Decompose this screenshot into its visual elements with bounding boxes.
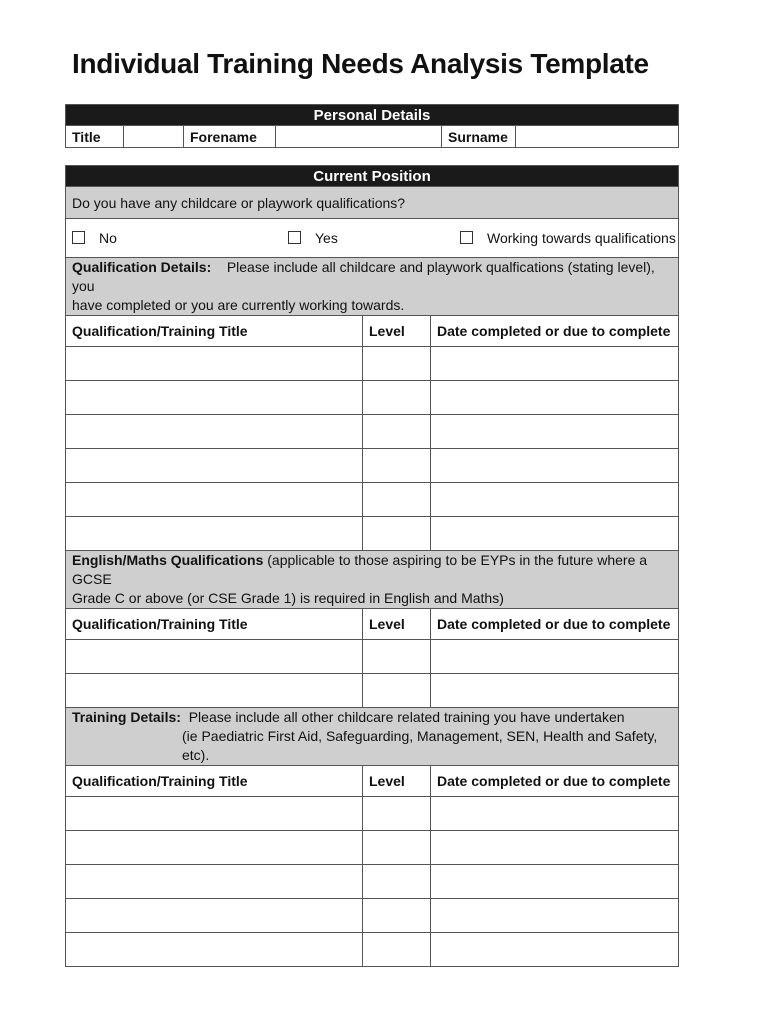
level-cell[interactable] xyxy=(363,517,431,551)
table-row xyxy=(66,483,679,517)
training-details-note xyxy=(66,708,679,766)
title-cell[interactable] xyxy=(66,640,363,674)
forename-field[interactable] xyxy=(276,126,442,148)
level-cell[interactable] xyxy=(363,831,431,865)
current-position-heading: Current Position xyxy=(66,166,679,187)
title-cell[interactable] xyxy=(66,797,363,831)
title-cell[interactable] xyxy=(66,381,363,415)
level-cell[interactable] xyxy=(363,483,431,517)
qualifications-question: Do you have any childcare or playwork qualifications? xyxy=(66,187,679,219)
level-cell[interactable] xyxy=(363,933,431,967)
date-cell[interactable] xyxy=(431,347,679,381)
date-cell[interactable] xyxy=(431,865,679,899)
qualification-details-text-1: Please include all childcare and playwork qualfications (stating level), you xyxy=(72,259,655,294)
table-row xyxy=(66,797,679,831)
qualification-details-text-2: have completed or you are currently working towards. xyxy=(72,297,405,313)
personal-details-table xyxy=(65,104,679,148)
date-cell[interactable] xyxy=(431,483,679,517)
surname-label: Surname xyxy=(442,126,516,148)
title-field[interactable] xyxy=(124,126,184,148)
level-cell[interactable] xyxy=(363,640,431,674)
date-cell[interactable] xyxy=(431,797,679,831)
col-title-header: Qualification/Training Title xyxy=(66,609,363,640)
document-title: Individual Training Needs Analysis Template xyxy=(72,48,649,79)
checkbox-yes[interactable] xyxy=(288,231,301,244)
date-cell[interactable] xyxy=(431,831,679,865)
date-cell[interactable] xyxy=(431,899,679,933)
title-cell[interactable] xyxy=(66,831,363,865)
col-title-header: Qualification/Training Title xyxy=(66,316,363,347)
table-row xyxy=(66,674,679,708)
date-cell[interactable] xyxy=(431,415,679,449)
level-cell[interactable] xyxy=(363,899,431,933)
personal-details-heading: Personal Details xyxy=(66,105,679,126)
english-maths-note xyxy=(66,551,679,609)
current-position-table xyxy=(65,165,679,967)
table-row xyxy=(66,415,679,449)
table-row xyxy=(66,640,679,674)
option-working-towards-label: Working towards qualifications xyxy=(487,230,676,246)
date-cell[interactable] xyxy=(431,933,679,967)
surname-field[interactable] xyxy=(516,126,679,148)
col-date-header: Date completed or due to complete xyxy=(431,766,679,797)
qualification-details-label: Qualification Details: xyxy=(72,259,212,275)
level-cell[interactable] xyxy=(363,674,431,708)
option-no-label: No xyxy=(99,230,117,246)
table-row xyxy=(66,517,679,551)
col-level-header: Level xyxy=(363,609,431,640)
title-cell[interactable] xyxy=(66,933,363,967)
date-cell[interactable] xyxy=(431,381,679,415)
table-row xyxy=(66,381,679,415)
col-level-header: Level xyxy=(363,316,431,347)
title-cell[interactable] xyxy=(66,517,363,551)
date-cell[interactable] xyxy=(431,449,679,483)
title-cell[interactable] xyxy=(66,483,363,517)
qualification-options xyxy=(66,219,679,258)
level-cell[interactable] xyxy=(363,449,431,483)
title-cell[interactable] xyxy=(66,347,363,381)
table-row xyxy=(66,865,679,899)
col-date-header: Date completed or due to complete xyxy=(431,609,679,640)
checkbox-no[interactable] xyxy=(72,231,85,244)
date-cell[interactable] xyxy=(431,640,679,674)
title-cell[interactable] xyxy=(66,899,363,933)
option-no[interactable] xyxy=(72,230,288,246)
option-working-towards[interactable] xyxy=(460,230,676,246)
option-yes[interactable] xyxy=(288,230,460,246)
training-details-label: Training Details: xyxy=(72,709,181,725)
english-maths-text-2: Grade C or above (or CSE Grade 1) is required in English and Maths) xyxy=(72,590,504,606)
level-cell[interactable] xyxy=(363,797,431,831)
training-details-text-2: (ie Paediatric First Aid, Safeguarding, Management, SEN, Health and Safety, etc). xyxy=(182,728,658,763)
english-maths-label: English/Maths Qualifications xyxy=(72,552,264,568)
level-cell[interactable] xyxy=(363,415,431,449)
date-cell[interactable] xyxy=(431,674,679,708)
forename-label: Forename xyxy=(184,126,276,148)
training-details-text-1: Please include all other childcare related training you have undertaken xyxy=(188,709,625,725)
checkbox-working-towards[interactable] xyxy=(460,231,473,244)
table-row xyxy=(66,449,679,483)
title-label: Title xyxy=(66,126,124,148)
table-row xyxy=(66,347,679,381)
date-cell[interactable] xyxy=(431,517,679,551)
table-row xyxy=(66,831,679,865)
level-cell[interactable] xyxy=(363,347,431,381)
level-cell[interactable] xyxy=(363,381,431,415)
title-cell[interactable] xyxy=(66,415,363,449)
table-row xyxy=(66,933,679,967)
col-level-header: Level xyxy=(363,766,431,797)
col-date-header: Date completed or due to complete xyxy=(431,316,679,347)
title-cell[interactable] xyxy=(66,449,363,483)
option-yes-label: Yes xyxy=(315,230,338,246)
qualification-details-note xyxy=(66,258,679,316)
col-title-header: Qualification/Training Title xyxy=(66,766,363,797)
table-row xyxy=(66,899,679,933)
level-cell[interactable] xyxy=(363,865,431,899)
title-cell[interactable] xyxy=(66,674,363,708)
english-maths-text-1: (applicable to those aspiring to be EYPs in the future where a GCSE xyxy=(72,552,648,587)
title-cell[interactable] xyxy=(66,865,363,899)
